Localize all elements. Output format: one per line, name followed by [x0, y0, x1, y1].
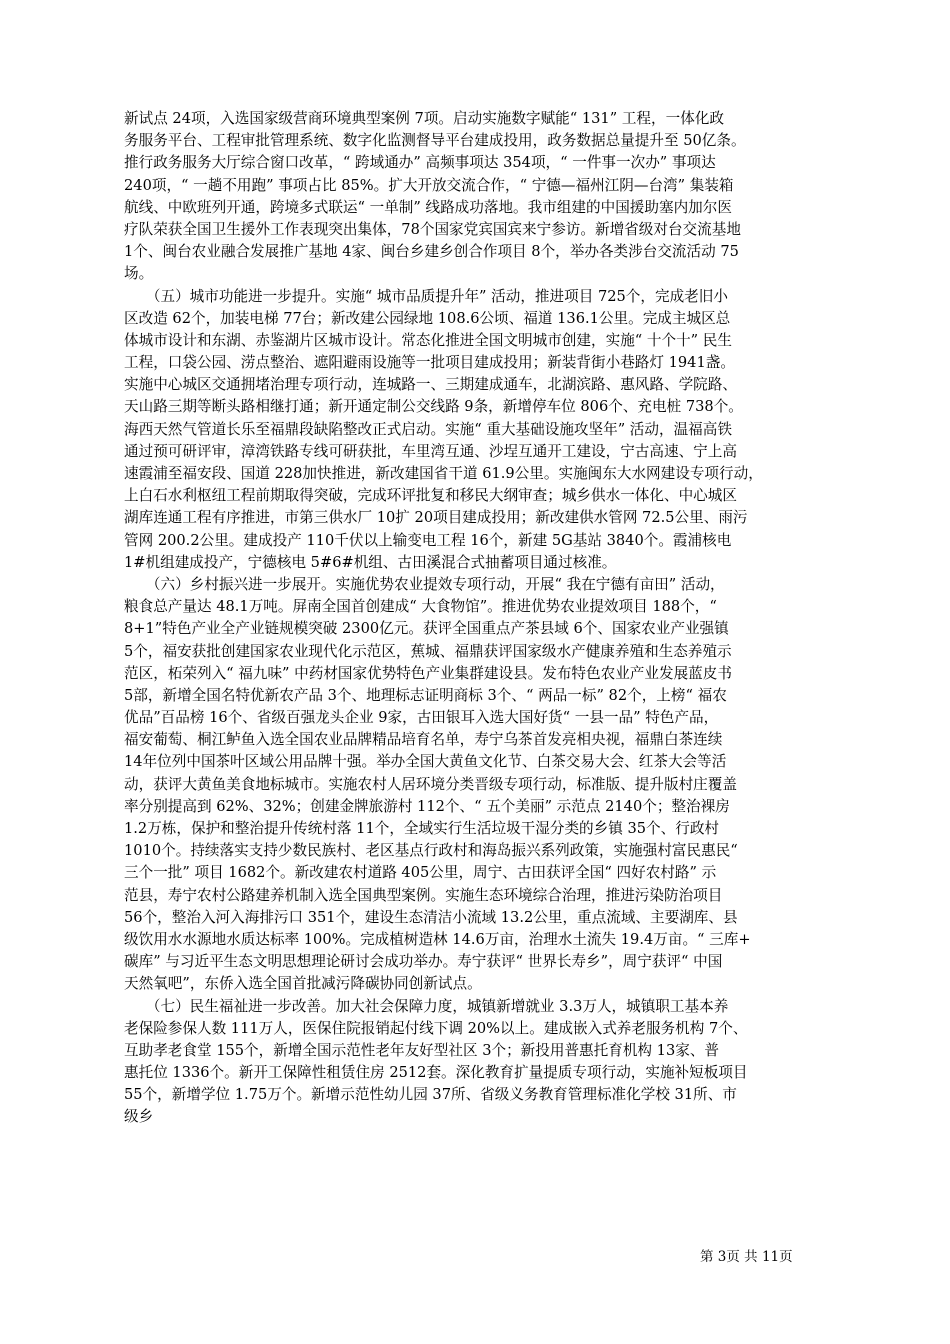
text-line: （六）乡村振兴进一步展开。实施优势农业提效专项行动，开展“ 我在宁德有亩田” 活动， — [124, 575, 725, 593]
text-line: 体城市设计和东湖、赤鉴湖片区城市设计。常态化推进全国文明城市创建，实施“ 十个十” 民生 — [124, 331, 732, 349]
text-line: 区改造 62个，加装电梯 77台；新改建公园绿地 108.6公顷、福道 136.1公里。完成主城区总 — [124, 309, 731, 327]
text-line: 推行政务服务大厅综合窗口改革，“ 跨域通办” 高频事项达 354项，“ 一件事一次办” 事项达 — [124, 154, 716, 172]
text-line: 海西天然气管道长乐至福鼎段缺陷整改正式启动。实施“ 重大基础设施攻坚年” 活动，温福高铁 — [124, 420, 732, 438]
text-line: 务服务平台、工程审批管理系统、数字化监测督导平台建成投用，政务数据总量提升至 50亿条。 — [124, 132, 746, 150]
text-line: 惠托位 1336个。新开工保障性租赁住房 2512套。深化教育扩量提质专项行动，实施补短板项目 — [124, 1064, 748, 1082]
text-line: 老保险参保人数 111万人，医保住院报销起付线下调 20%以上。建成嵌入式养老服务机构 7个、 — [124, 1019, 748, 1037]
text-line: 速霞浦至福安段、国道 228加快推进，新改建国省干道 61.9公里。实施闽东大水网建设专项行动， — [124, 465, 763, 482]
text-line: 1个、闽台农业融合发展推广基地 4家、闽台乡建乡创合作项目 8个，举办各类涉台交流活动 75 — [124, 243, 739, 261]
text-line: 范县，寿宁农村公路建养机制入选全国典型案例。实施生态环境综合治理，推进污染防治项目 — [124, 886, 723, 904]
body-text — [124, 108, 836, 1129]
page-number-footer: 第 3页 共 11页 — [700, 1249, 793, 1265]
text-line: 范区，柘荣列入“ 福九味” 中药材国家优势特色产业集群建设县。发布特色农业产业发展蓝皮书 — [124, 664, 732, 682]
text-line: 5个，福安获批创建国家农业现代化示范区，蕉城、福鼎获评国家级水产健康养殖和生态养殖示 — [124, 642, 732, 660]
text-line: 5部，新增全国名特优新农产品 3个、地理标志证明商标 3个、“ 两品一标” 82个，上榜“ 福农 — [124, 686, 727, 704]
text-line: 工程，口袋公园、涝点整治、遮阳避雨设施等一批项目建成投用；新装背街小巷路灯 1941盏。 — [124, 354, 735, 372]
text-line: 级饮用水水源地水质达标率 100%。完成植树造林 14.6万亩，治理水土流失 19.4万亩。“ 三库+ — [124, 930, 751, 948]
text-line: 55个，新增学位 1.75万个。新增示范性幼儿园 37所、省级义务教育管理标准化学校 31所、市 — [124, 1086, 737, 1104]
text-line: 8+1”特色产业全产业链规模突破 2300亿元。获评全国重点产茶县域 6个、国家农业产业强镇 — [124, 620, 729, 638]
text-line: 疗队荣获全国卫生援外工作表现突出集体，78个国家党宾国宾来宁参访。新增省级对台交流基地 — [124, 220, 741, 238]
text-line: 场。 — [124, 265, 154, 283]
text-line: （五）城市功能进一步提升。实施“ 城市品质提升年” 活动，推进项目 725个，完成老旧小 — [124, 287, 728, 305]
text-line: 通过预可研评审，漳湾铁路专线可研获批，车里湾互通、沙埕互通开工建设，宁古高速、宁上高 — [124, 442, 737, 460]
text-line: 1#机组建成投产，宁德核电 5#6#机组、古田溪混合式抽蓄项目通过核准。 — [124, 553, 617, 571]
text-line: 级乡 — [124, 1108, 154, 1126]
text-line: 湖库连通工程有序推进，市第三供水厂 10扩 20项目建成投用；新改建供水管网 72.5公里、雨污 — [124, 509, 748, 527]
text-line: 三个一批” 项目 1682个。新改建农村道路 405公里，周宁、古田获评全国“ 四好农村路” 示 — [124, 864, 717, 882]
text-line: 240项，“ 一趟不用跑” 事项占比 85%。扩大开放交流合作，“ 宁德—福州江阴—台湾” 集装箱 — [124, 176, 734, 194]
text-line: 14年位列中国茶叶区域公用品牌十强。举办全国大黄鱼文化节、白茶交易大会、红茶大会等活 — [124, 753, 727, 771]
text-line: 天然氧吧”，东侨入选全国首批减污降碳协同创新试点。 — [124, 975, 482, 993]
text-line: 航线、中欧班列开通，跨境多式联运“ 一单制” 线路成功落地。我市组建的中国援助塞内加尔医 — [124, 198, 732, 216]
text-line: 天山路三期等断头路相继打通；新开通定制公交线路 9条，新增停车位 806个、充电桩 738个。 — [124, 398, 743, 416]
text-line: 福安葡萄、桐江鲈鱼入选全国农业品牌精品培育名单，寿宁乌茶首发亮相央视，福鼎白茶连续 — [124, 731, 723, 749]
text-line: 管网 200.2公里。建成投产 110千伏以上输变电工程 16个，新建 5G基站 3840个。霞浦核电 — [124, 531, 732, 549]
text-line: 上白石水利枢纽工程前期取得突破，完成环评批复和移民大纲审查；城乡供水一体化、中心城区 — [124, 487, 737, 505]
text-line: 优品”百品榜 16个、省级百强龙头企业 9家，古田银耳入选大国好货“ 一县一品” 特色产品， — [124, 709, 719, 727]
text-line: 碳库” 与习近平生态文明思想理论研讨会成功举办。寿宁获评“ 世界长寿乡”，周宁获评“ 中国 — [124, 953, 723, 971]
text-line: 1.2万栋，保护和整治提升传统村落 11个，全域实行生活垃圾干湿分类的乡镇 35个、行政村 — [124, 820, 720, 837]
text-line: 率分别提高到 62%、32%；创建金牌旅游村 112个、“ 五个美丽” 示范点 2140个；整治裸房 — [124, 797, 730, 815]
text-line: （七）民生福祉进一步改善。加大社会保障力度，城镇新增就业 3.3万人，城镇职工基本养 — [124, 997, 729, 1015]
text-line: 互助孝老食堂 155个，新增全国示范性老年友好型社区 3个；新投用普惠托育机构 13家、普 — [124, 1041, 720, 1059]
text-line: 粮食总产量达 48.1万吨。屏南全国首创建成“ 大食物馆”。推进优势农业提效项目 188个，“ — [124, 598, 717, 616]
text-line: 新试点 24项，入选国家级营商环境典型案例 7项。启动实施数字赋能“ 131” 工程，一体化政 — [124, 110, 724, 127]
text-line: 56个，整治入河入海排污口 351个，建设生态清洁小流域 13.2公里，重点流域、主要湖库、县 — [124, 908, 738, 926]
text-line: 1010个。持续落实支持少数民族村、老区基点行政村和海岛振兴系列政策，实施强村富民惠民“ — [124, 842, 738, 860]
text-line: 实施中心城区交通拥堵治理专项行动，连城路一、三期建成通车，北湖滨路、惠风路、学院路、 — [124, 376, 737, 394]
text-line: 动，获评大黄鱼美食地标城市。实施农村人居环境分类晋级专项行动，标准版、提升版村庄覆盖 — [124, 775, 737, 793]
